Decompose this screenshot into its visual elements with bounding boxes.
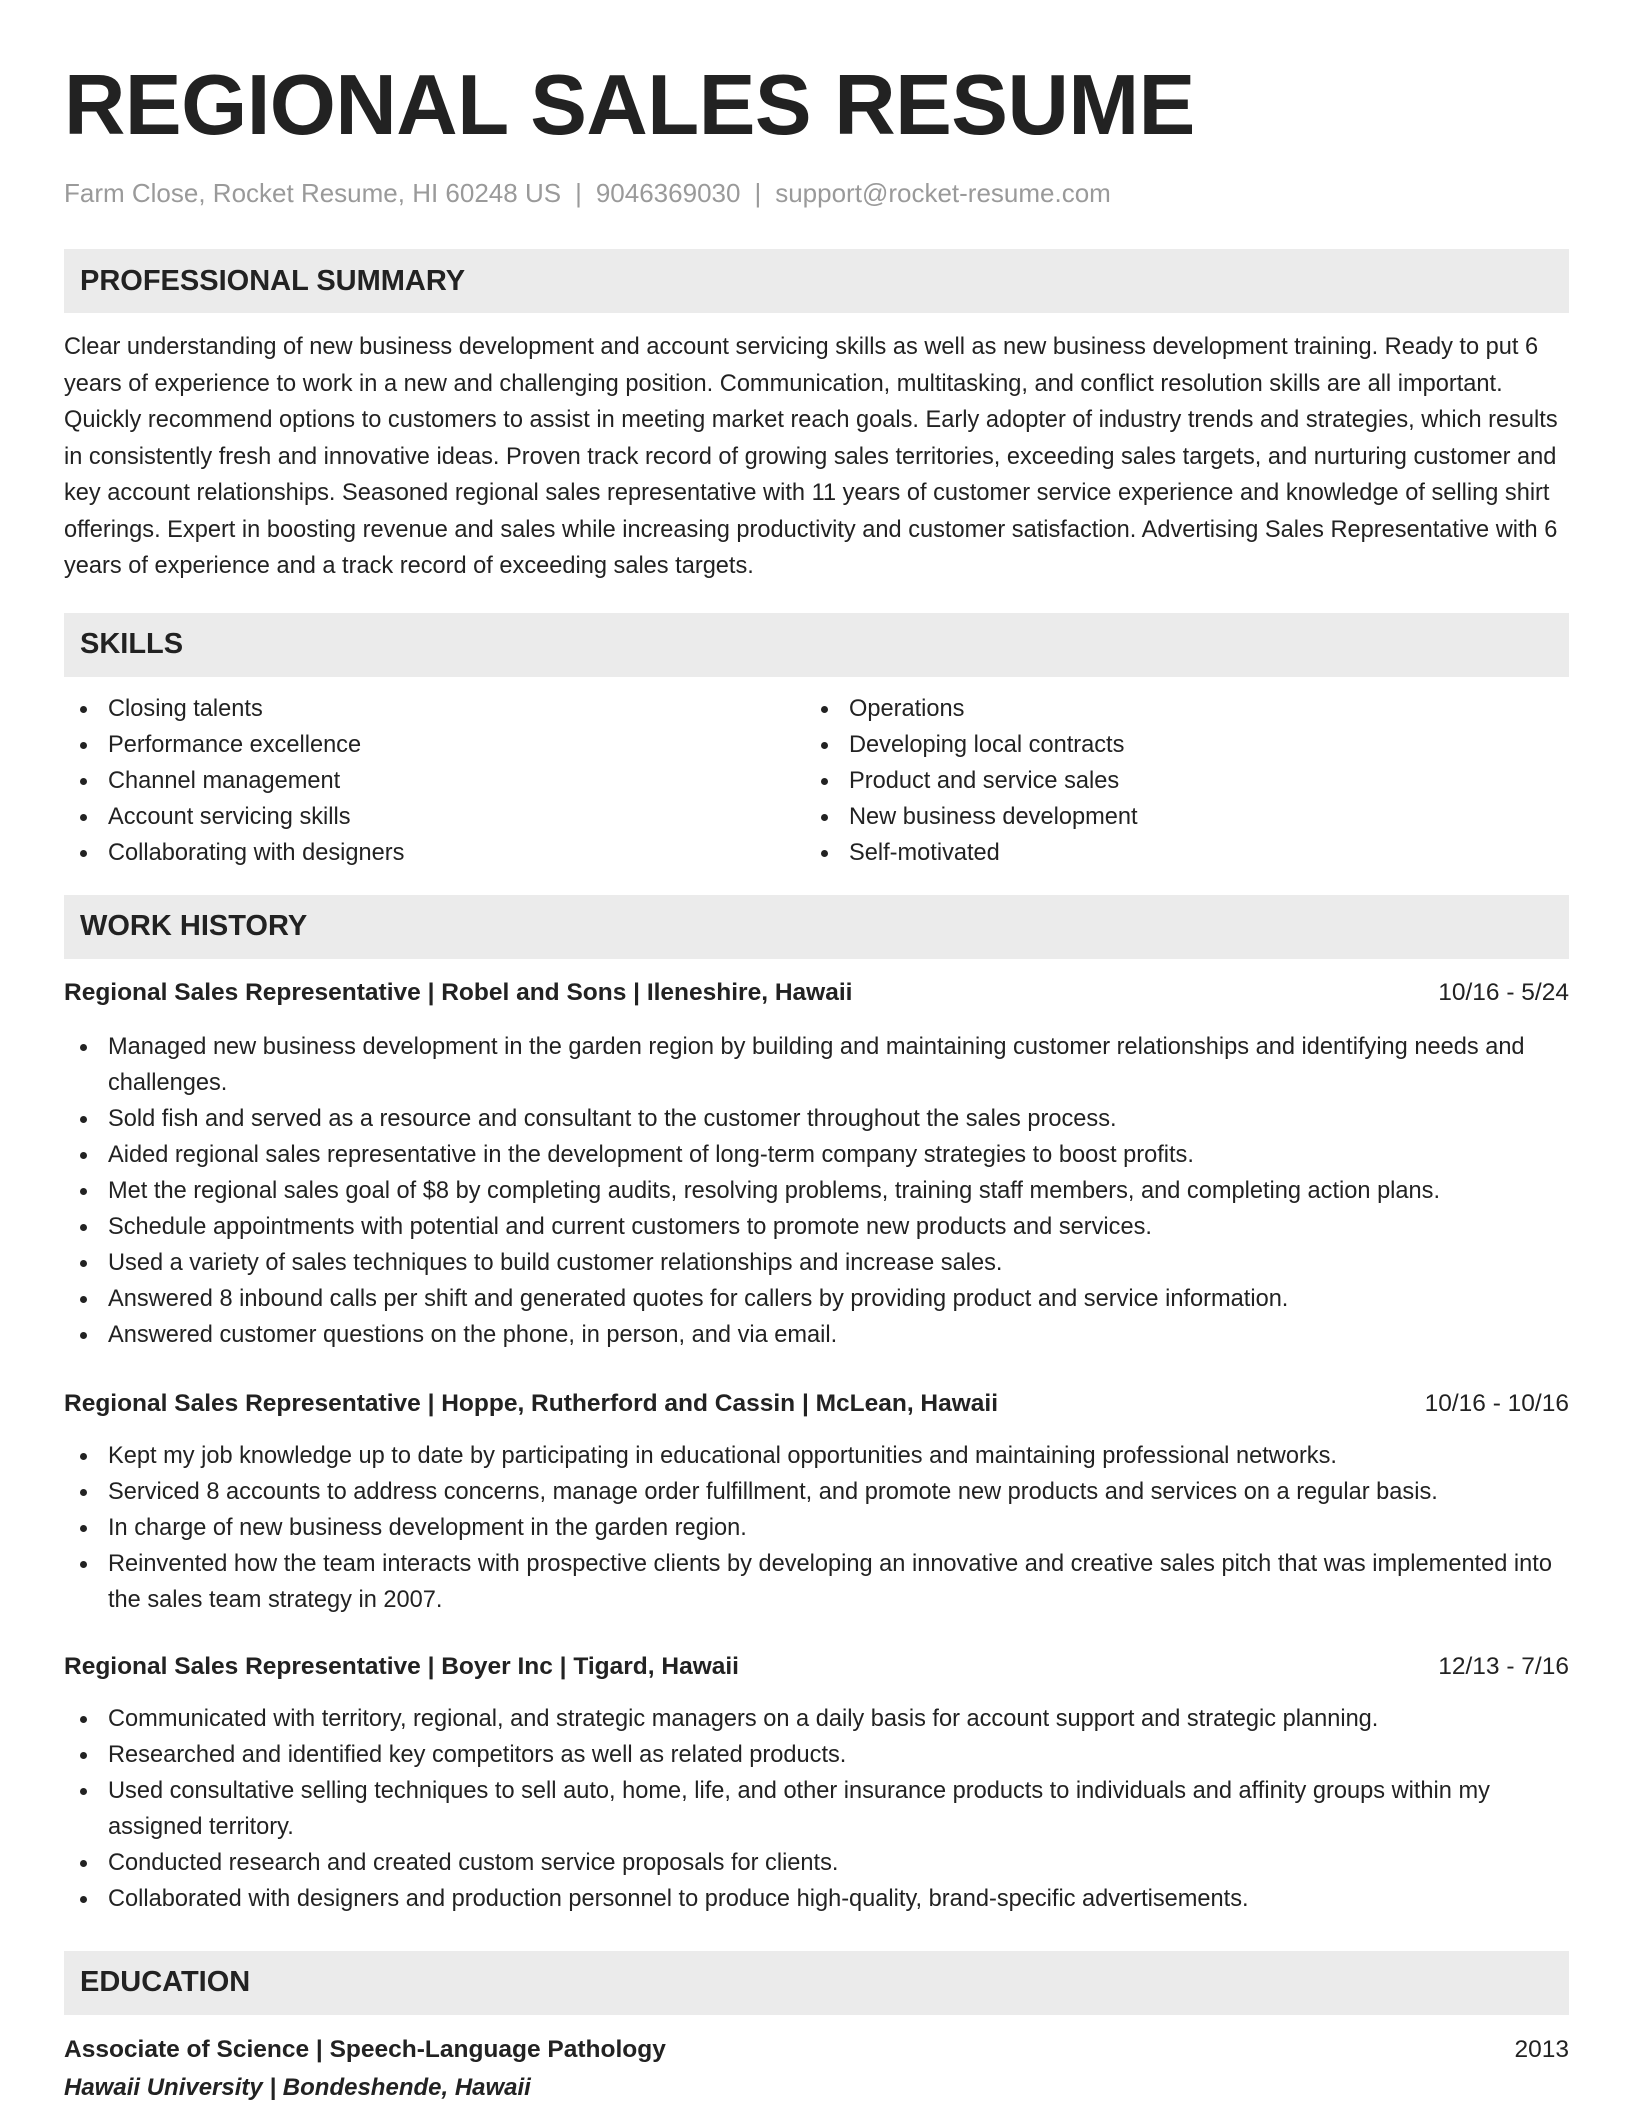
contact-separator: | bbox=[754, 178, 762, 208]
job-bullets bbox=[64, 1438, 1569, 1618]
job-heading bbox=[64, 1650, 1569, 1684]
job-bullet: In charge of new business development in the garden region. bbox=[64, 1510, 1569, 1546]
skills-column-left bbox=[64, 691, 805, 871]
job-bullet: Sold fish and served as a resource and consultant to the customer throughout the sales process. bbox=[64, 1101, 1569, 1137]
skill-item: Self-motivated bbox=[805, 835, 1546, 871]
education-degree: Associate of Science | Speech-Language Pathology bbox=[64, 2035, 666, 2063]
job-bullets bbox=[64, 1029, 1569, 1353]
job-bullet: Schedule appointments with potential and current customers to promote new products and services. bbox=[64, 1209, 1569, 1245]
job-bullet: Communicated with territory, regional, and strategic managers on a daily basis for account support and strategic planning. bbox=[64, 1701, 1569, 1737]
job-bullet: Researched and identified key competitors as well as related products. bbox=[64, 1737, 1569, 1773]
skill-item: Account servicing skills bbox=[64, 799, 805, 835]
contact-email: support@rocket-resume.com bbox=[775, 178, 1111, 208]
job-bullet: Conducted research and created custom service proposals for clients. bbox=[64, 1845, 1569, 1881]
job-bullet: Answered customer questions on the phone, in person, and via email. bbox=[64, 1317, 1569, 1353]
job-dates: 10/16 - 5/24 bbox=[1438, 978, 1569, 1006]
skill-item: Performance excellence bbox=[64, 727, 805, 763]
summary-text: Clear understanding of new business development and account servicing skills as well as new business development training. Ready to put 6 years of experience to work in a new and challenging position. Communication, multitasking, and conflict resolution skills are all important. Quickly recommend options to customers to assist in meeting market reach goals. Early adopter of industry trends and strategies, which results in consistently fresh and innovative ideas. Proven track record of growing sales territories, exceeding sales targets, and nurturing customer and key account relationships. Seasoned regional sales representative with 11 years of customer service experience and knowledge of selling shirt offerings. Expert in boosting revenue and sales while increasing productivity and customer satisfaction. Advertising Sales Representative with 6 years of experience and a track record of exceeding sales targets. bbox=[64, 334, 1558, 579]
job-dates: 12/13 - 7/16 bbox=[1438, 1652, 1569, 1680]
skill-item: Collaborating with designers bbox=[64, 835, 805, 871]
job-bullets bbox=[64, 1701, 1569, 1917]
job-bullet: Aided regional sales representative in the development of long-term company strategies to boost profits. bbox=[64, 1137, 1569, 1173]
job-bullet: Collaborated with designers and production personnel to produce high-quality, brand-specific advertisements. bbox=[64, 1881, 1569, 1917]
job-bullet: Used a variety of sales techniques to build customer relationships and increase sales. bbox=[64, 1245, 1569, 1281]
education-school: Hawaii University | Bondeshende, Hawaii bbox=[64, 2073, 531, 2101]
section-header-summary: PROFESSIONAL SUMMARY bbox=[64, 249, 1569, 313]
education-year: 2013 bbox=[1514, 2035, 1569, 2063]
job-bullet: Reinvented how the team interacts with prospective clients by developing an innovative and creative sales pitch that was implemented into the sales team strategy in 2007. bbox=[64, 1546, 1569, 1618]
skill-item: Closing talents bbox=[64, 691, 805, 727]
job-title: Regional Sales Representative | Hoppe, Rutherford and Cassin | McLean, Hawaii bbox=[64, 1389, 999, 1417]
section-header-skills: SKILLS bbox=[64, 613, 1569, 677]
contact-phone: 9046369030 bbox=[595, 178, 741, 208]
skill-item: Developing local contracts bbox=[805, 727, 1546, 763]
skill-item: Operations bbox=[805, 691, 1546, 727]
job-heading bbox=[64, 1387, 1569, 1421]
contact-separator: | bbox=[575, 178, 582, 208]
resume-page bbox=[64, 0, 1569, 2105]
job-bullet: Used consultative selling techniques to sell auto, home, life, and other insurance products to individuals and affinity groups within my assigned territory. bbox=[64, 1773, 1569, 1845]
job-bullet: Serviced 8 accounts to address concerns, manage order fulfillment, and promote new products and services on a regular basis. bbox=[64, 1474, 1569, 1510]
job-heading bbox=[64, 976, 1569, 1010]
job-bullet: Met the regional sales goal of $8 by completing audits, resolving problems, training staff members, and completing action plans. bbox=[64, 1173, 1569, 1209]
job-bullet: Answered 8 inbound calls per shift and generated quotes for callers by providing product and service information. bbox=[64, 1281, 1569, 1317]
skill-item: Channel management bbox=[64, 763, 805, 799]
job-entry bbox=[64, 1650, 1569, 1917]
job-title: Regional Sales Representative | Robel and Sons | Ileneshire, Hawaii bbox=[64, 978, 853, 1006]
education-heading bbox=[64, 2033, 1569, 2067]
skill-item: New business development bbox=[805, 799, 1546, 835]
contact-line bbox=[64, 176, 1569, 210]
job-entry bbox=[64, 976, 1569, 1353]
job-dates: 10/16 - 10/16 bbox=[1424, 1389, 1569, 1417]
contact-address: Farm Close, Rocket Resume, HI 60248 US bbox=[64, 178, 562, 208]
job-title: Regional Sales Representative | Boyer Inc | Tigard, Hawaii bbox=[64, 1652, 739, 1680]
resume-title: REGIONAL SALES RESUME bbox=[64, 58, 1195, 153]
skill-item: Product and service sales bbox=[805, 763, 1546, 799]
job-bullet: Kept my job knowledge up to date by participating in educational opportunities and maintaining professional networks. bbox=[64, 1438, 1569, 1474]
job-bullet: Managed new business development in the garden region by building and maintaining customer relationships and identifying needs and challenges. bbox=[64, 1029, 1569, 1101]
job-entry bbox=[64, 1387, 1569, 1618]
skills-column-right bbox=[805, 691, 1546, 871]
section-header-education: EDUCATION bbox=[64, 1951, 1569, 2015]
skills-list bbox=[64, 691, 1569, 871]
section-header-work-history: WORK HISTORY bbox=[64, 895, 1569, 959]
